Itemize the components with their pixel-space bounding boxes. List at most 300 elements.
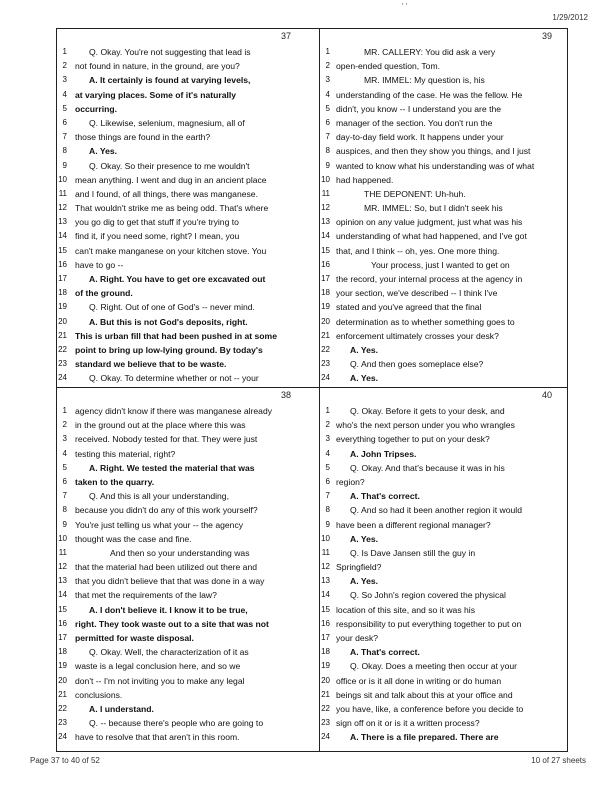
line-text: Q. Okay. To determine whether or not -- your <box>89 373 259 384</box>
line-number: 15 <box>321 604 330 614</box>
line-number: 1 <box>62 47 67 56</box>
transcript-line <box>57 475 319 489</box>
line-number: 21 <box>58 330 67 340</box>
footer-page-range: Page 37 to 40 of 52 <box>30 756 100 765</box>
line-text: And then so your understanding was <box>110 547 250 558</box>
line-number: 5 <box>325 103 330 113</box>
line-text: MR. IMMEL: My question is, his <box>364 75 485 86</box>
answer-text: A. But this is not God's deposits, right. <box>89 316 248 327</box>
page-number: 39 <box>542 31 553 41</box>
transcript-line <box>320 503 567 517</box>
line-number: 12 <box>58 203 67 213</box>
line-text: Q. Is Dave Jansen still the guy in <box>350 547 476 558</box>
line-number: 23 <box>58 718 67 728</box>
transcript-line <box>57 603 319 617</box>
line-number: 23 <box>58 359 67 369</box>
line-number: 12 <box>321 203 330 213</box>
line-number: 19 <box>321 661 330 671</box>
line-number: 18 <box>58 288 67 298</box>
line-number: 10 <box>321 533 330 543</box>
line-number: 9 <box>62 160 67 170</box>
line-text: Q. Okay. So their presence to me wouldn't <box>89 160 250 171</box>
line-number: 22 <box>321 344 330 354</box>
answer-text: A. It certainly is found at varying levels, <box>89 75 251 86</box>
line-number: 5 <box>325 462 330 472</box>
line-number: 3 <box>62 434 67 444</box>
line-text: Q. And this is all your understanding, <box>89 491 229 502</box>
line-text: responsibility to put everything together to put on <box>336 618 522 629</box>
transcript-line <box>57 631 319 645</box>
transcript-line <box>320 659 567 673</box>
line-text: you have, like, a conference before you decide to <box>336 703 524 714</box>
line-text: wanted to know what his understanding was of what <box>336 160 535 171</box>
line-number: 10 <box>321 174 330 184</box>
transcript-line <box>57 144 319 158</box>
line-text: MR. CALLERY: You did ask a very <box>364 47 496 57</box>
transcript-lines <box>57 45 319 386</box>
line-number: 18 <box>321 647 330 657</box>
line-number: 18 <box>321 288 330 298</box>
transcript-line <box>320 489 567 503</box>
line-text: You're just telling us what your -- the agency <box>75 519 244 530</box>
line-number: 6 <box>62 476 67 486</box>
line-number: 11 <box>58 188 67 198</box>
line-number: 24 <box>58 373 67 383</box>
line-number: 22 <box>321 703 330 713</box>
transcript-line <box>57 447 319 461</box>
transcript-line <box>320 45 567 59</box>
line-number: 12 <box>321 562 330 572</box>
line-number: 4 <box>62 89 67 99</box>
transcript-line <box>320 716 567 730</box>
transcript-line <box>57 187 319 201</box>
line-number: 5 <box>62 462 67 472</box>
line-text: Q. Okay. Does a meeting then occur at your <box>350 661 518 672</box>
line-text: the record, your internal process at the agency in <box>336 274 523 284</box>
line-number: 11 <box>58 547 67 557</box>
line-text: Q. Okay. You're not suggesting that lead is <box>89 47 251 57</box>
answer-text: A. Yes. <box>350 533 379 544</box>
line-text: opinion on any value judgment, just what was his <box>336 217 523 228</box>
line-text: MR. IMMEL: So, but I didn't seek his <box>364 203 503 214</box>
transcript-line <box>320 518 567 532</box>
line-number: 19 <box>321 302 330 312</box>
transcript-line <box>320 130 567 144</box>
line-text: Q. And so had it been another region it would <box>350 505 522 516</box>
answer-text: A. Yes. <box>350 576 379 587</box>
transcript-line <box>320 88 567 102</box>
transcript-line <box>320 560 567 574</box>
line-number: 3 <box>62 75 67 85</box>
line-number: 4 <box>62 448 67 458</box>
transcript-line <box>320 300 567 314</box>
line-text: Springfield? <box>336 562 382 573</box>
line-text: didn't, you know -- I understand you are the <box>336 103 502 114</box>
line-number: 3 <box>325 434 330 444</box>
line-text: mean anything. I went and dug in an ancient place <box>75 174 267 185</box>
transcript-line <box>57 645 319 659</box>
footer-sheet-count: 10 of 27 sheets <box>531 756 586 765</box>
line-text: had happened. <box>336 174 394 185</box>
line-number: 16 <box>321 259 330 269</box>
transcript-line <box>57 215 319 229</box>
line-number: 17 <box>58 274 67 283</box>
answer-text: A. That's correct. <box>350 491 420 502</box>
line-text: Q. And then goes someplace else? <box>350 359 484 370</box>
transcript-line <box>57 300 319 314</box>
transcript-line <box>57 702 319 716</box>
line-text: auspices, and then they show you things, and I just <box>336 146 531 157</box>
line-text: those things are found in the earth? <box>75 132 211 143</box>
line-number: 20 <box>58 675 67 685</box>
transcript-line <box>320 244 567 258</box>
answer-text: point to bring up low-lying ground. By today's <box>75 344 263 355</box>
transcript-line <box>57 343 319 357</box>
answer-text: A. John Tripses. <box>350 448 417 459</box>
page-panel-39 <box>320 29 567 387</box>
transcript-line <box>57 404 319 418</box>
line-text: and I found, of all things, there was manganese. <box>75 188 258 199</box>
line-number: 4 <box>325 448 330 458</box>
transcript-line <box>320 144 567 158</box>
transcript-line <box>57 418 319 432</box>
line-number: 7 <box>325 132 330 142</box>
line-number: 21 <box>321 689 330 699</box>
line-number: 7 <box>325 491 330 501</box>
transcript-line <box>320 229 567 243</box>
transcript-line <box>57 88 319 102</box>
transcript-line <box>320 357 567 371</box>
transcript-line <box>320 404 567 418</box>
transcript-line <box>57 688 319 702</box>
transcript-line <box>320 215 567 229</box>
line-text: region? <box>336 476 365 487</box>
transcript-line <box>57 272 319 286</box>
line-text: have been a different regional manager? <box>336 519 491 530</box>
line-text: your desk? <box>336 633 379 643</box>
page-number: 38 <box>281 390 292 400</box>
line-text: don't -- I'm not inviting you to make any legal <box>75 675 245 686</box>
line-number: 3 <box>325 75 330 85</box>
line-number: 13 <box>58 217 67 227</box>
line-number: 14 <box>58 590 67 600</box>
transcript-line <box>320 73 567 87</box>
line-number: 8 <box>325 146 330 156</box>
transcript-line <box>320 702 567 716</box>
transcript-line <box>320 315 567 329</box>
transcript-lines <box>320 404 567 745</box>
line-number: 24 <box>321 373 330 383</box>
line-number: 10 <box>58 533 67 543</box>
transcript-line <box>320 588 567 602</box>
transcript-line <box>57 546 319 560</box>
line-text: open-ended question, Tom. <box>336 61 440 72</box>
answer-text: A. That's correct. <box>350 647 420 658</box>
transcript-line <box>320 286 567 300</box>
line-text: you go dig to get that stuff if you're trying to <box>75 217 239 228</box>
transcript-line <box>320 116 567 130</box>
answer-text: at varying places. Some of it's naturally <box>75 89 237 100</box>
transcript-line <box>320 447 567 461</box>
line-text: Your process, just I wanted to get on <box>371 259 510 270</box>
transcript-line <box>57 130 319 144</box>
line-text: that met the requirements of the law? <box>75 590 217 601</box>
transcript-line <box>57 461 319 475</box>
line-text: Q. Right. Out of one of God's -- never mind. <box>89 302 255 313</box>
line-number: 6 <box>325 476 330 486</box>
answer-text: A. Yes. <box>350 344 379 355</box>
line-number: 14 <box>58 231 67 241</box>
transcript-line <box>320 730 567 744</box>
transcript-line <box>57 518 319 532</box>
line-text: sign off on it or is it a written process? <box>336 718 480 729</box>
transcript-line <box>320 674 567 688</box>
line-number: 20 <box>321 675 330 685</box>
transcript-line <box>57 432 319 446</box>
transcript-line <box>320 187 567 201</box>
answer-text: right. They took waste out to a site that was not <box>75 618 269 629</box>
transcript-line <box>57 286 319 300</box>
line-number: 17 <box>58 633 67 642</box>
transcript-line <box>320 371 567 385</box>
line-number: 2 <box>62 420 67 430</box>
line-text: Q. Okay. And that's because it was in his <box>350 462 505 473</box>
line-number: 14 <box>321 590 330 600</box>
transcript-line <box>57 315 319 329</box>
line-text: that, and I think -- oh, yes. One more thing. <box>336 245 500 256</box>
line-number: 22 <box>58 344 67 354</box>
line-number: 16 <box>321 618 330 628</box>
line-number: 6 <box>325 117 330 127</box>
line-number: 14 <box>321 231 330 241</box>
line-text: thought was the case and fine. <box>75 533 192 544</box>
transcript-line <box>57 617 319 631</box>
transcript-line <box>320 173 567 187</box>
line-number: 22 <box>58 703 67 713</box>
transcript-line <box>320 432 567 446</box>
line-number: 16 <box>58 259 67 269</box>
line-text: in the ground out at the place where this was <box>75 420 246 431</box>
line-text: testing this material, right? <box>75 448 176 459</box>
line-number: 15 <box>321 245 330 255</box>
line-number: 19 <box>58 661 67 671</box>
transcript-line <box>57 159 319 173</box>
line-number: 11 <box>321 188 330 198</box>
page-panel-37 <box>57 29 319 387</box>
transcript-line <box>57 716 319 730</box>
line-number: 13 <box>321 217 330 227</box>
transcript-line <box>57 659 319 673</box>
scan-mark: ' ' <box>402 2 408 11</box>
line-text: Q. Okay. Well, the characterization of it as <box>89 647 249 658</box>
transcript-line <box>57 59 319 73</box>
line-text: because you didn't do any of this work yourself? <box>75 505 258 516</box>
line-text: received. Nobody tested for that. They were just <box>75 434 258 445</box>
answer-text: A. I understand. <box>89 703 154 714</box>
line-number: 12 <box>58 562 67 572</box>
transcript-line <box>57 532 319 546</box>
transcript-line <box>57 201 319 215</box>
transcript-line <box>57 357 319 371</box>
answer-text: A. Right. You have to get ore excavated out <box>89 274 266 284</box>
transcript-line <box>320 631 567 645</box>
line-number: 21 <box>58 689 67 699</box>
line-number: 9 <box>325 519 330 529</box>
transcript-line <box>57 116 319 130</box>
line-number: 20 <box>58 316 67 326</box>
line-text: Q. -- because there's people who are going to <box>89 718 264 729</box>
page-panel-38 <box>57 388 319 751</box>
answer-text: A. Right. We tested the material that was <box>89 462 255 473</box>
transcript-line <box>57 560 319 574</box>
line-number: 9 <box>325 160 330 170</box>
line-text: Q. Likewise, selenium, magnesium, all of <box>89 117 245 128</box>
line-text: have to resolve that that aren't in this room. <box>75 732 240 743</box>
answer-text: occurring. <box>75 103 118 114</box>
page-panel-40 <box>320 388 567 751</box>
line-text: office or is it all done in writing or do human <box>336 675 502 686</box>
transcript-line <box>57 588 319 602</box>
line-text: agency didn't know if there was manganese already <box>75 406 273 416</box>
transcript-line <box>57 244 319 258</box>
line-text: manager of the section. You don't run the <box>336 117 493 128</box>
transcript-line <box>320 688 567 702</box>
page-number: 40 <box>542 390 553 400</box>
line-text: understanding of the case. He was the fellow. He <box>336 89 523 100</box>
transcript-lines <box>57 404 319 745</box>
line-number: 24 <box>58 732 67 742</box>
line-text: have to go -- <box>75 259 124 270</box>
line-number: 19 <box>58 302 67 312</box>
transcript-line <box>57 489 319 503</box>
line-text: waste is a legal conclusion here, and so we <box>75 661 241 672</box>
line-number: 8 <box>325 505 330 515</box>
transcript-line <box>320 532 567 546</box>
line-number: 21 <box>321 330 330 340</box>
line-number: 23 <box>321 359 330 369</box>
line-number: 7 <box>62 491 67 501</box>
line-number: 1 <box>325 47 330 56</box>
line-text: conclusions. <box>75 689 123 700</box>
line-number: 15 <box>58 604 67 614</box>
line-number: 18 <box>58 647 67 657</box>
transcript-line <box>320 461 567 475</box>
answer-text: This is urban fill that had been pushed in at some <box>75 330 277 341</box>
transcript-line <box>57 102 319 116</box>
transcript-line <box>57 73 319 87</box>
line-number: 6 <box>62 117 67 127</box>
transcript-line <box>320 201 567 215</box>
line-text: That wouldn't strike me as being odd. That's where <box>75 203 269 214</box>
transcript-line <box>320 418 567 432</box>
transcript-line <box>57 574 319 588</box>
transcript-line <box>320 272 567 286</box>
line-number: 10 <box>58 174 67 184</box>
transcript-line <box>320 645 567 659</box>
transcript-line <box>320 59 567 73</box>
line-text: everything together to put on your desk? <box>336 434 490 445</box>
line-text: beings sit and talk about this at your office and <box>336 689 513 700</box>
transcript-sheet <box>56 28 568 752</box>
transcript-line <box>57 730 319 744</box>
transcript-line <box>320 546 567 560</box>
transcript-line <box>320 329 567 343</box>
line-number: 23 <box>321 718 330 728</box>
line-text: day-to-day field work. It happens under your <box>336 132 504 143</box>
answer-text: A. There is a file prepared. There are <box>350 732 499 743</box>
line-text: find it, if you need some, right? I mean, you <box>75 231 240 242</box>
transcript-line <box>320 603 567 617</box>
line-number: 17 <box>321 274 330 283</box>
transcript-line <box>57 329 319 343</box>
line-text: Q. So John's region covered the physical <box>350 590 506 601</box>
page-number: 37 <box>281 31 292 41</box>
line-number: 24 <box>321 732 330 742</box>
answer-text: A. Yes. <box>89 146 118 157</box>
transcript-line <box>320 475 567 489</box>
line-number: 9 <box>62 519 67 529</box>
line-number: 13 <box>58 576 67 586</box>
line-text: enforcement ultimately crosses your desk? <box>336 330 499 341</box>
line-number: 7 <box>62 132 67 142</box>
line-number: 20 <box>321 316 330 326</box>
line-number: 1 <box>62 406 67 415</box>
line-number: 4 <box>325 89 330 99</box>
answer-text: standard we believe that to be waste. <box>75 359 227 370</box>
transcript-line <box>57 674 319 688</box>
transcript-line <box>320 102 567 116</box>
transcript-date: 1/29/2012 <box>552 13 588 22</box>
transcript-line <box>57 229 319 243</box>
line-text: understanding of what had happened, and I've got <box>336 231 527 242</box>
line-number: 17 <box>321 633 330 642</box>
transcript-line <box>57 45 319 59</box>
line-number: 8 <box>62 146 67 156</box>
answer-text: of the ground. <box>75 288 133 299</box>
answer-text: A. I don't believe it. I know it to be true, <box>89 604 248 615</box>
line-number: 13 <box>321 576 330 586</box>
transcript-line <box>57 371 319 385</box>
line-text: THE DEPONENT: Uh-huh. <box>364 188 466 199</box>
transcript-line <box>320 574 567 588</box>
transcript-line <box>320 258 567 272</box>
line-text: determination as to whether something goes to <box>336 316 515 327</box>
line-text: Q. Okay. Before it gets to your desk, and <box>350 406 505 416</box>
answer-text: taken to the quarry. <box>75 476 155 487</box>
line-number: 1 <box>325 406 330 415</box>
line-number: 2 <box>325 61 330 71</box>
line-text: that the material had been utilized out there and <box>75 562 258 573</box>
line-number: 5 <box>62 103 67 113</box>
line-text: not found in nature, in the ground, are you? <box>75 61 240 72</box>
line-text: location of this site, and so it was his <box>336 604 476 615</box>
line-number: 16 <box>58 618 67 628</box>
answer-text: permitted for waste disposal. <box>75 633 194 643</box>
line-number: 2 <box>325 420 330 430</box>
transcript-line <box>57 173 319 187</box>
transcript-line <box>320 159 567 173</box>
line-number: 2 <box>62 61 67 71</box>
line-text: can't make manganese on your kitchen stove. You <box>75 245 267 256</box>
transcript-line <box>320 343 567 357</box>
line-text: that you didn't believe that that was done in a way <box>75 576 265 587</box>
line-text: stated and you've agreed that the final <box>336 302 482 313</box>
line-text: your section, we've described -- I think I've <box>336 288 498 299</box>
transcript-line <box>320 617 567 631</box>
transcript-line <box>57 503 319 517</box>
transcript-lines <box>320 45 567 386</box>
line-number: 8 <box>62 505 67 515</box>
